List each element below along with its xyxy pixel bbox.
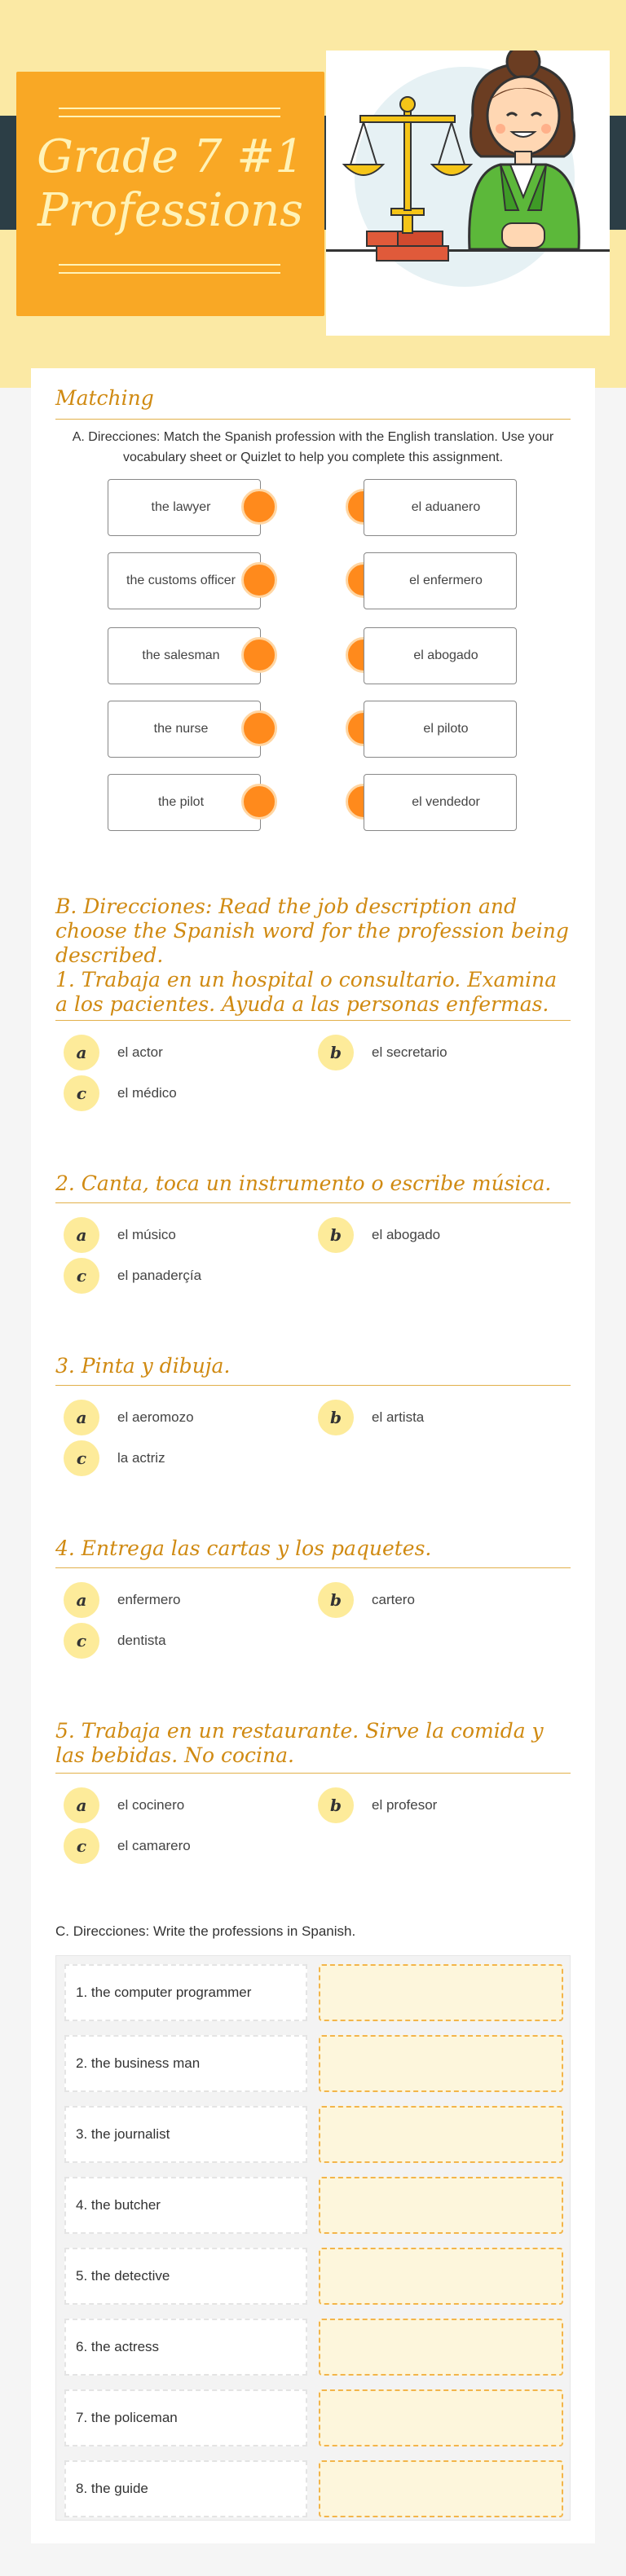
- option-text[interactable]: el aeromozo: [117, 1409, 194, 1425]
- question-rule: [55, 1202, 571, 1203]
- section-c-instructions: C. Direcciones: Write the professions in Spanish.: [55, 1923, 356, 1939]
- prompt-cell: 3. the journalist: [64, 2106, 307, 2163]
- question-prompt: 3. Pinta y dibuja.: [55, 1354, 231, 1378]
- prompt-cell: 1. the computer programmer: [64, 1964, 307, 2021]
- option-text[interactable]: cartero: [372, 1592, 415, 1607]
- option-badge-a[interactable]: a: [64, 1035, 99, 1070]
- match-right-item[interactable]: el enfermero: [364, 552, 517, 609]
- question-rule: [55, 1020, 571, 1021]
- prompt-cell: 6. the actress: [64, 2319, 307, 2376]
- section-b-instructions: B. Direcciones: Read the job description and choose the Spanish word for the profession being described.: [55, 895, 569, 967]
- question-rule: [55, 1773, 571, 1774]
- lawyer-woman-illustration: [326, 51, 610, 336]
- option-text[interactable]: el panaderçía: [117, 1268, 202, 1283]
- match-left-item[interactable]: the nurse: [108, 701, 261, 758]
- option-badge-b[interactable]: b: [318, 1035, 354, 1070]
- option-badge-c[interactable]: c: [64, 1623, 99, 1659]
- prompt-cell: 7. the policeman: [64, 2389, 307, 2446]
- match-connector-dot[interactable]: [241, 710, 277, 746]
- question-prompt: 4. Entrega las cartas y los paquetes.: [55, 1536, 432, 1560]
- answer-field[interactable]: [319, 1964, 563, 2021]
- answer-field[interactable]: [319, 2319, 563, 2376]
- match-left-item[interactable]: the salesman: [108, 627, 261, 684]
- prompt-cell: 2. the business man: [64, 2035, 307, 2092]
- match-left-item[interactable]: the lawyer: [108, 479, 261, 536]
- option-text[interactable]: dentista: [117, 1633, 166, 1648]
- option-text[interactable]: el cocinero: [117, 1797, 185, 1813]
- lawyer-illustration: [326, 51, 610, 336]
- translation-table: [55, 1955, 571, 2521]
- title-line-2: Professions: [37, 184, 303, 237]
- question-rule: [55, 1385, 571, 1386]
- match-connector-dot[interactable]: [241, 562, 277, 598]
- prompt-cell: 5. the detective: [64, 2248, 307, 2305]
- option-text[interactable]: el artista: [372, 1409, 425, 1425]
- worksheet-card: [31, 368, 595, 2543]
- match-connector-dot[interactable]: [241, 637, 277, 673]
- match-right-item[interactable]: el abogado: [364, 627, 517, 684]
- option-text[interactable]: el médico: [117, 1085, 177, 1101]
- question-prompt: 5. Trabaja en un restaurante. Sirve la comida y las bebidas. No cocina.: [55, 1719, 544, 1767]
- option-badge-b[interactable]: b: [318, 1787, 354, 1823]
- heading-rule: [55, 419, 571, 420]
- match-right-item[interactable]: el piloto: [364, 701, 517, 758]
- answer-field[interactable]: [319, 2389, 563, 2446]
- question-rule: [55, 1567, 571, 1568]
- answer-field[interactable]: [319, 2035, 563, 2092]
- option-badge-c[interactable]: c: [64, 1075, 99, 1111]
- option-text[interactable]: el actor: [117, 1044, 163, 1060]
- matching-instructions: A. Direcciones: Match the Spanish profession with the English translation. Use your vocabulary sheet or Quizlet to help you complete this assignment.: [72, 430, 554, 464]
- option-badge-b[interactable]: b: [318, 1582, 354, 1618]
- worksheet-title: [16, 130, 324, 238]
- option-text[interactable]: el profesor: [372, 1797, 438, 1813]
- prompt-cell: 8. the guide: [64, 2460, 307, 2517]
- option-text[interactable]: el camarero: [117, 1838, 191, 1853]
- answer-field[interactable]: [319, 2460, 563, 2517]
- option-badge-c[interactable]: c: [64, 1258, 99, 1294]
- title-decor-line: [59, 272, 280, 274]
- matching-heading: Matching: [55, 386, 154, 410]
- title-decor-line: [59, 116, 280, 117]
- question-prompt: 1. Trabaja en un hospital o consultario. Examina a los pacientes. Ayuda a las personas enfermas.: [55, 968, 558, 1016]
- option-badge-a[interactable]: a: [64, 1400, 99, 1435]
- option-badge-c[interactable]: c: [64, 1440, 99, 1476]
- option-badge-a[interactable]: a: [64, 1787, 99, 1823]
- title-decor-line: [59, 108, 280, 109]
- question-prompt: 2. Canta, toca un instrumento o escribe música.: [55, 1172, 552, 1195]
- answer-field[interactable]: [319, 2106, 563, 2163]
- option-badge-a[interactable]: a: [64, 1582, 99, 1618]
- option-text[interactable]: enfermero: [117, 1592, 181, 1607]
- option-badge-b[interactable]: b: [318, 1400, 354, 1435]
- match-left-item[interactable]: the pilot: [108, 774, 261, 831]
- option-text[interactable]: el abogado: [372, 1227, 441, 1242]
- option-badge-b[interactable]: b: [318, 1217, 354, 1253]
- match-connector-dot[interactable]: [241, 489, 277, 525]
- match-left-item[interactable]: the customs officer: [108, 552, 261, 609]
- match-connector-dot[interactable]: [241, 784, 277, 820]
- match-right-item[interactable]: el vendedor: [364, 774, 517, 831]
- prompt-cell: 4. the butcher: [64, 2177, 307, 2234]
- option-badge-a[interactable]: a: [64, 1217, 99, 1253]
- title-decor-line: [59, 264, 280, 266]
- answer-field[interactable]: [319, 2177, 563, 2234]
- title-line-1: Grade 7 #1: [37, 130, 304, 183]
- option-text[interactable]: el músico: [117, 1227, 176, 1242]
- option-badge-c[interactable]: c: [64, 1828, 99, 1864]
- answer-field[interactable]: [319, 2248, 563, 2305]
- match-right-item[interactable]: el aduanero: [364, 479, 517, 536]
- option-text[interactable]: la actriz: [117, 1450, 165, 1466]
- option-text[interactable]: el secretario: [372, 1044, 447, 1060]
